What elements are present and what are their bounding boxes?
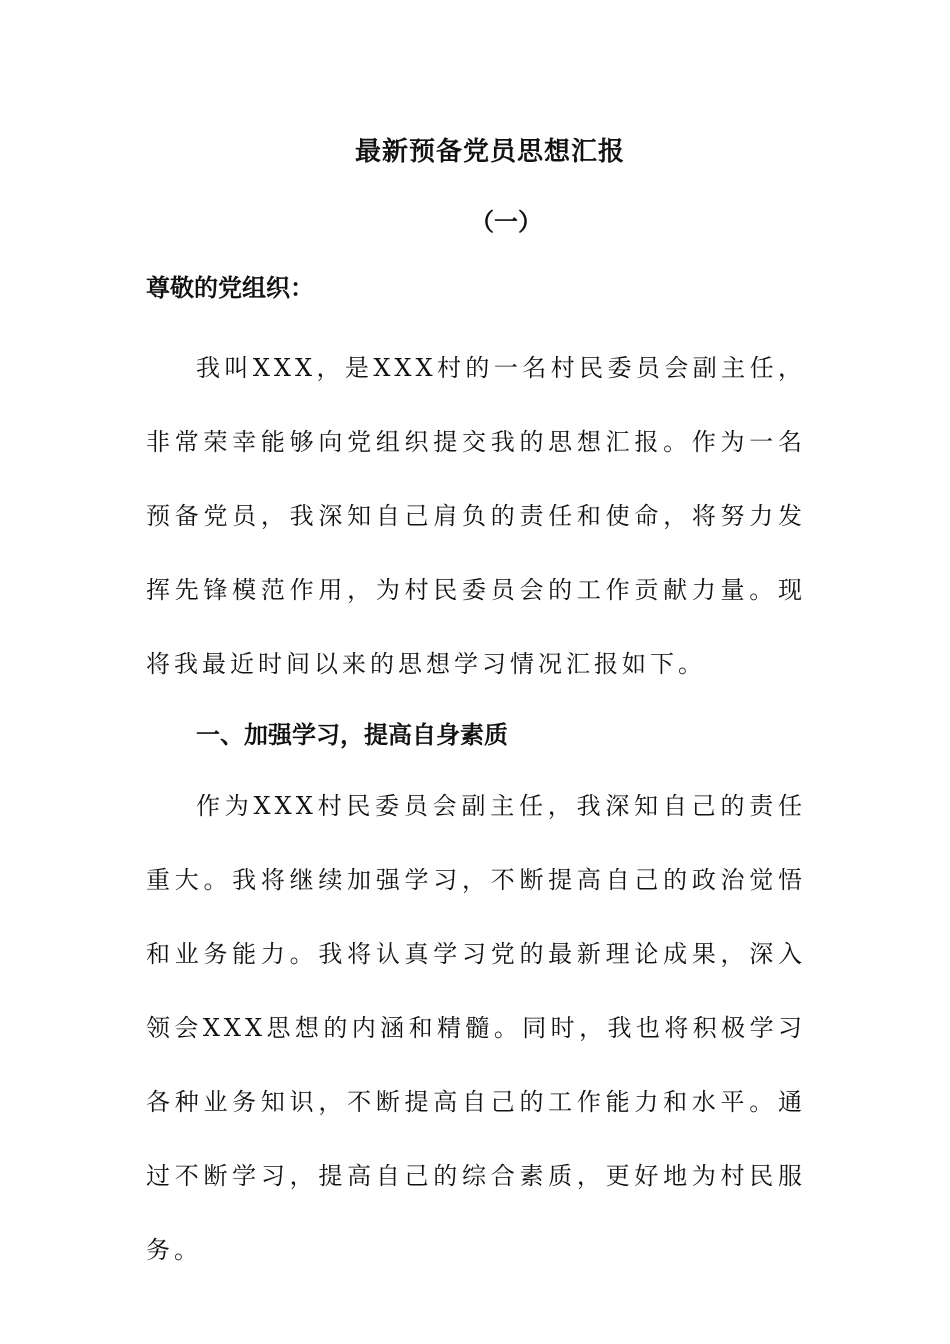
section-heading-1: 一、加强学习，提高自身素质: [196, 721, 508, 749]
salutation: 尊敬的党组织：: [146, 274, 314, 302]
intro-paragraph: 我叫XXX，是XXX村的一名村民委员会副主任，非常荣幸能够向党组织提交我的思想汇报。作为一名预备党员，我深知自己肩负的责任和使命，将努力发挥先锋模范作用，为村民委员会的工作贡献力量。现将我最近时间以来的思想学习情况汇报如下。: [146, 354, 806, 678]
document-title: 最新预备党员思想汇报: [354, 137, 625, 167]
section-paragraph-1: 作为XXX村民委员会副主任，我深知自己的责任重大。我将继续加强学习，不断提高自己的政治觉悟和业务能力。我将认真学习党的最新理论成果，深入领会XXX思想的内涵和精髓。同时，我也将积极学习各种业务知识，不断提高自己的工作能力和水平。通过不断学习，提高自己的综合素质，更好地为村民服务。: [146, 792, 806, 1264]
document-subtitle: （一）: [470, 208, 542, 236]
document-body: [146, 128, 806, 1287]
